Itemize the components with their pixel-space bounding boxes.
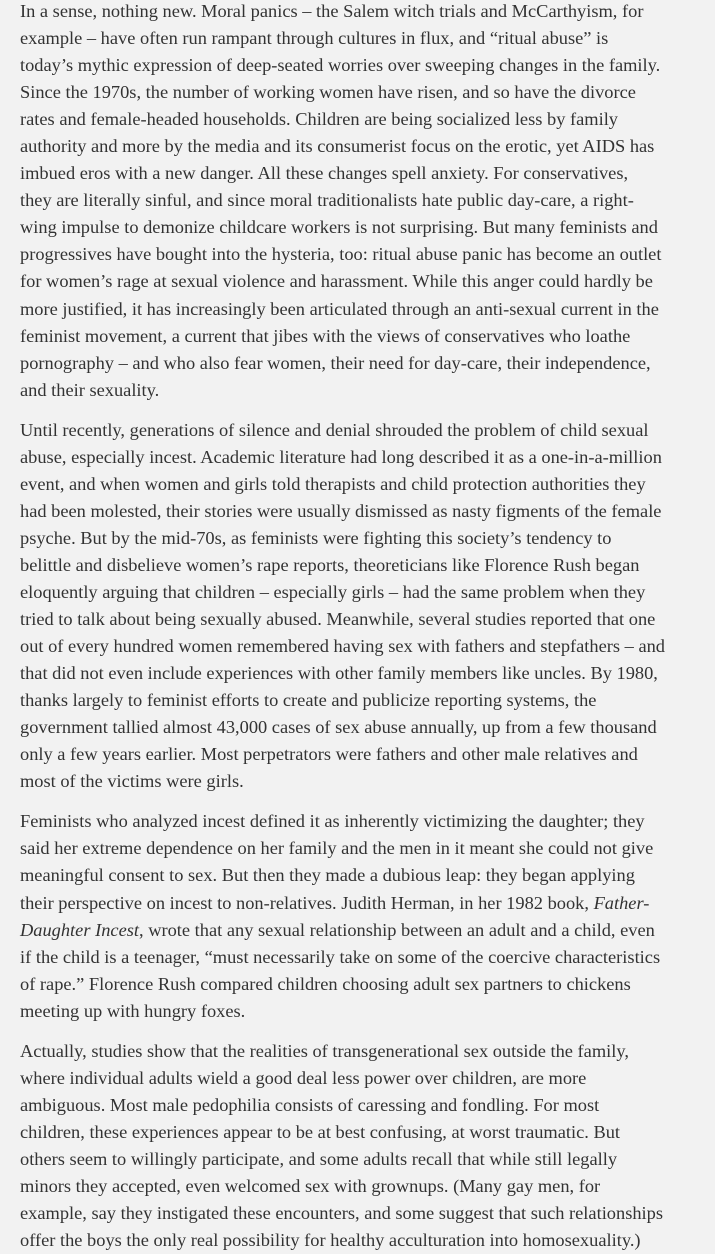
text-line: imbued eros with a new danger. All these changes spell anxiety. For conservatives,	[20, 163, 629, 184]
text-line: most of the victims were girls.	[20, 771, 244, 792]
text-line: said her extreme dependence on her family and the men in it meant she could not give	[20, 838, 654, 859]
text-line: and their sexuality.	[20, 379, 160, 400]
book-title: Father-	[593, 892, 650, 913]
text-line: rates and female-headed households. Children are being socialized less by family	[20, 109, 619, 130]
text-line: that did not even include experiences with other family members like uncles. By 1980,	[20, 663, 658, 684]
text-line: belittle and disbelieve women’s rape reports, theoreticians like Florence Rush began	[20, 554, 640, 575]
text-line: wing impulse to demonize childcare workers is not surprising. But many feminists and	[20, 217, 658, 238]
text-line: for women’s rage at sexual violence and harassment. While this anger could hardly be	[20, 271, 653, 292]
text-line: meaningful consent to sex. But then they made a dubious leap: they began applying	[20, 865, 635, 886]
text-line: eloquently arguing that children – especially girls – had the same problem when they	[20, 581, 646, 602]
text-line: meeting up with hungry foxes.	[20, 1000, 246, 1021]
text-line: psyche. But by the mid-70s, as feminists were fighting this society’s tendency to	[20, 527, 612, 548]
text-line: had been molested, their stories were usually dismissed as nasty figments of the female	[20, 500, 662, 521]
text-line: only a few years earlier. Most perpetrators were fathers and other male relatives and	[20, 744, 638, 765]
text-line: progressives have bought into the hysteria, too: ritual abuse panic has become an outlet	[20, 244, 662, 265]
text-line: government tallied almost 43,000 cases of sex abuse annually, up from a few thousand	[20, 717, 657, 738]
text-line: minors they accepted, even welcomed sex with grownups. (Many gay men, for	[20, 1175, 601, 1196]
text-line: authority and more by the media and its consumerist focus on the erotic, yet AIDS has	[20, 136, 655, 157]
text-line: they are literally sinful, and since moral traditionalists hate public day-care, a right-	[20, 190, 634, 211]
text-line: example, say they instigated these encounters, and some suggest that such relationships	[20, 1203, 664, 1224]
paragraph-3	[20, 808, 703, 1024]
text-line: Actually, studies show that the realities of transgenerational sex outside the family,	[20, 1040, 629, 1061]
text-line: abuse, especially incest. Academic literature had long described it as a one-in-a-million	[20, 446, 662, 467]
text-line: where individual adults wield a good deal less power over children, are more	[20, 1067, 587, 1088]
text-line: pornography – and who also fear women, their need for day-care, their independence,	[20, 352, 651, 373]
text-line: offer the boys the only real possibility for healthy acculturation into homosexuality.)	[20, 1230, 641, 1251]
text-line: thanks largely to feminist efforts to create and publicize reporting systems, the	[20, 690, 597, 711]
paragraph-1	[20, 0, 703, 404]
text-line: event, and when women and girls told therapists and child protection authorities they	[20, 473, 646, 494]
text-line: Until recently, generations of silence and denial shrouded the problem of child sexual	[20, 419, 649, 440]
text-segment: their perspective on incest to non-relatives. Judith Herman, in her 1982 book,	[20, 892, 589, 913]
text-line: ambiguous. Most male pedophilia consists of caressing and fondling. For most	[20, 1094, 600, 1115]
text-segment: , wrote that any sexual relationship between an adult and a child, even	[139, 919, 655, 940]
text-line: Since the 1970s, the number of working women have risen, and so have the divorce	[20, 82, 636, 103]
text-line	[20, 890, 703, 917]
text-line: children, these experiences appear to be at best confusing, at worst traumatic. But	[20, 1121, 621, 1142]
text-line: In a sense, nothing new. Moral panics – the Salem witch trials and McCarthyism, for	[20, 1, 644, 21]
text-line: feminist movement, a current that jibes with the views of conservatives who loathe	[20, 325, 631, 346]
text-line: today’s mythic expression of deep-seated worries over sweeping changes in the family.	[20, 55, 661, 76]
text-line	[20, 917, 703, 944]
text-line: Feminists who analyzed incest defined it as inherently victimizing the daughter; they	[20, 811, 645, 832]
paragraph-2	[20, 417, 703, 796]
text-line: of rape.” Florence Rush compared children choosing adult sex partners to chickens	[20, 973, 631, 994]
book-title: Daughter Incest	[20, 919, 140, 940]
text-line: example – have often run rampant through cultures in flux, and “ritual abuse” is	[20, 28, 609, 49]
text-line: if the child is a teenager, “must necessarily take on some of the coercive characteristics	[20, 946, 661, 967]
text-line: more justified, it has increasingly been articulated through an anti-sexual current in the	[20, 298, 659, 319]
text-line: tried to talk about being sexually abused. Meanwhile, several studies reported that one	[20, 609, 656, 630]
text-line: others seem to willingly participate, and some adults recall that while still legally	[20, 1148, 618, 1169]
paragraph-4	[20, 1038, 703, 1254]
text-line: out of every hundred women remembered having sex with fathers and stepfathers – and	[20, 636, 665, 657]
